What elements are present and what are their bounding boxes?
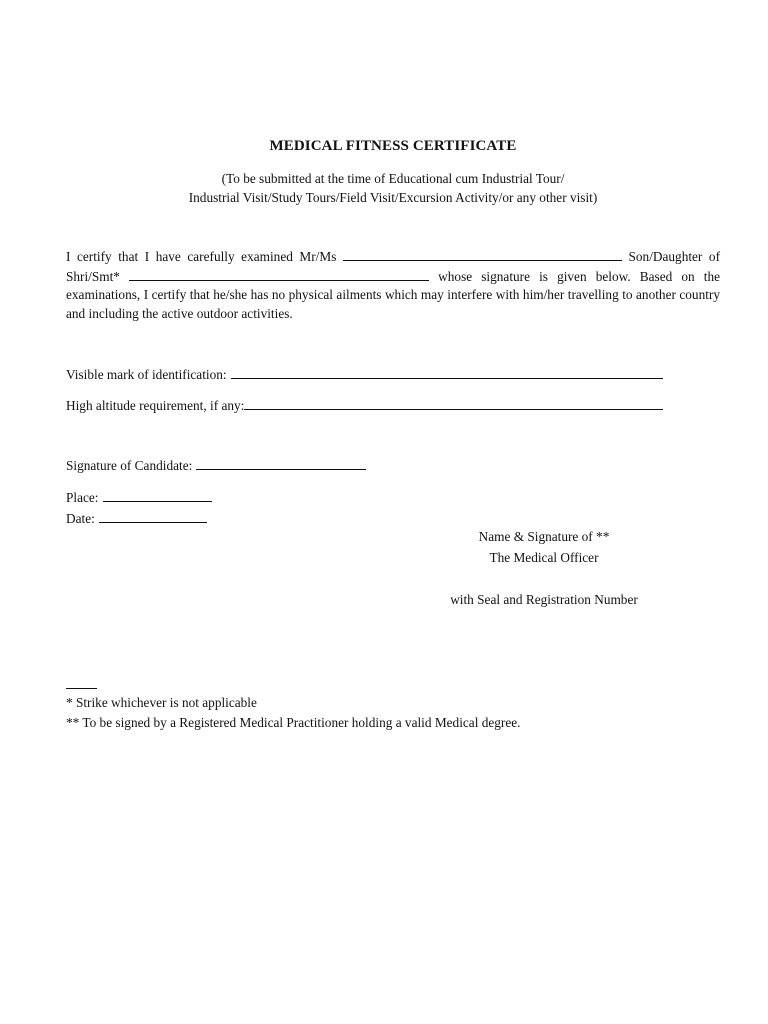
certify-text-part2: Son/Daughter of Shri/Smt* xyxy=(66,249,720,284)
certify-text-part3: whose signature is given below. Based on the examinations, I certify that he/she has no physical ailments which may interfere with him/her travelling to another country and including the active outdoor activities. xyxy=(66,268,721,321)
footnote-signed-by: ** To be signed by a Registered Medical Practitioner holding a valid Medical degree. xyxy=(66,715,521,730)
high-altitude-blank xyxy=(244,396,663,410)
footnote-strike: * Strike whichever is not applicable xyxy=(66,695,257,710)
date-field xyxy=(66,509,207,527)
visible-mark-blank xyxy=(231,365,663,379)
subtitle-line-2: Industrial Visit/Study Tours/Field Visit/Excursion Activity/or any other visit) xyxy=(188,190,598,205)
visible-mark-label: Visible mark of identification: xyxy=(66,367,227,382)
date-label: Date: xyxy=(66,511,95,526)
footnote-divider xyxy=(66,688,97,689)
high-altitude-label: High altitude requirement, if any: xyxy=(66,398,245,413)
certification-paragraph xyxy=(66,247,720,323)
candidate-signature-blank xyxy=(196,456,366,470)
parent-name-blank xyxy=(129,267,429,281)
place-label: Place: xyxy=(66,490,99,505)
place-field xyxy=(66,488,212,506)
subtitle-line-1: (To be submitted at the time of Educational cum Industrial Tour/ xyxy=(221,171,565,186)
officer-name-signature: Name & Signature of ** xyxy=(478,529,610,544)
certificate-title: MEDICAL FITNESS CERTIFICATE xyxy=(269,138,517,154)
examined-name-blank xyxy=(343,247,622,261)
date-blank xyxy=(99,509,207,523)
visible-mark-field xyxy=(66,365,663,383)
high-altitude-field xyxy=(66,396,663,414)
certificate-subtitle xyxy=(0,169,768,207)
medical-officer-label: The Medical Officer xyxy=(489,550,599,565)
candidate-signature-label: Signature of Candidate: xyxy=(66,458,193,473)
place-blank xyxy=(103,488,212,502)
candidate-signature-field xyxy=(66,456,366,474)
certify-text-part1: I certify that I have carefully examined Mr/Ms xyxy=(66,249,337,264)
seal-registration-label: with Seal and Registration Number xyxy=(450,592,638,607)
